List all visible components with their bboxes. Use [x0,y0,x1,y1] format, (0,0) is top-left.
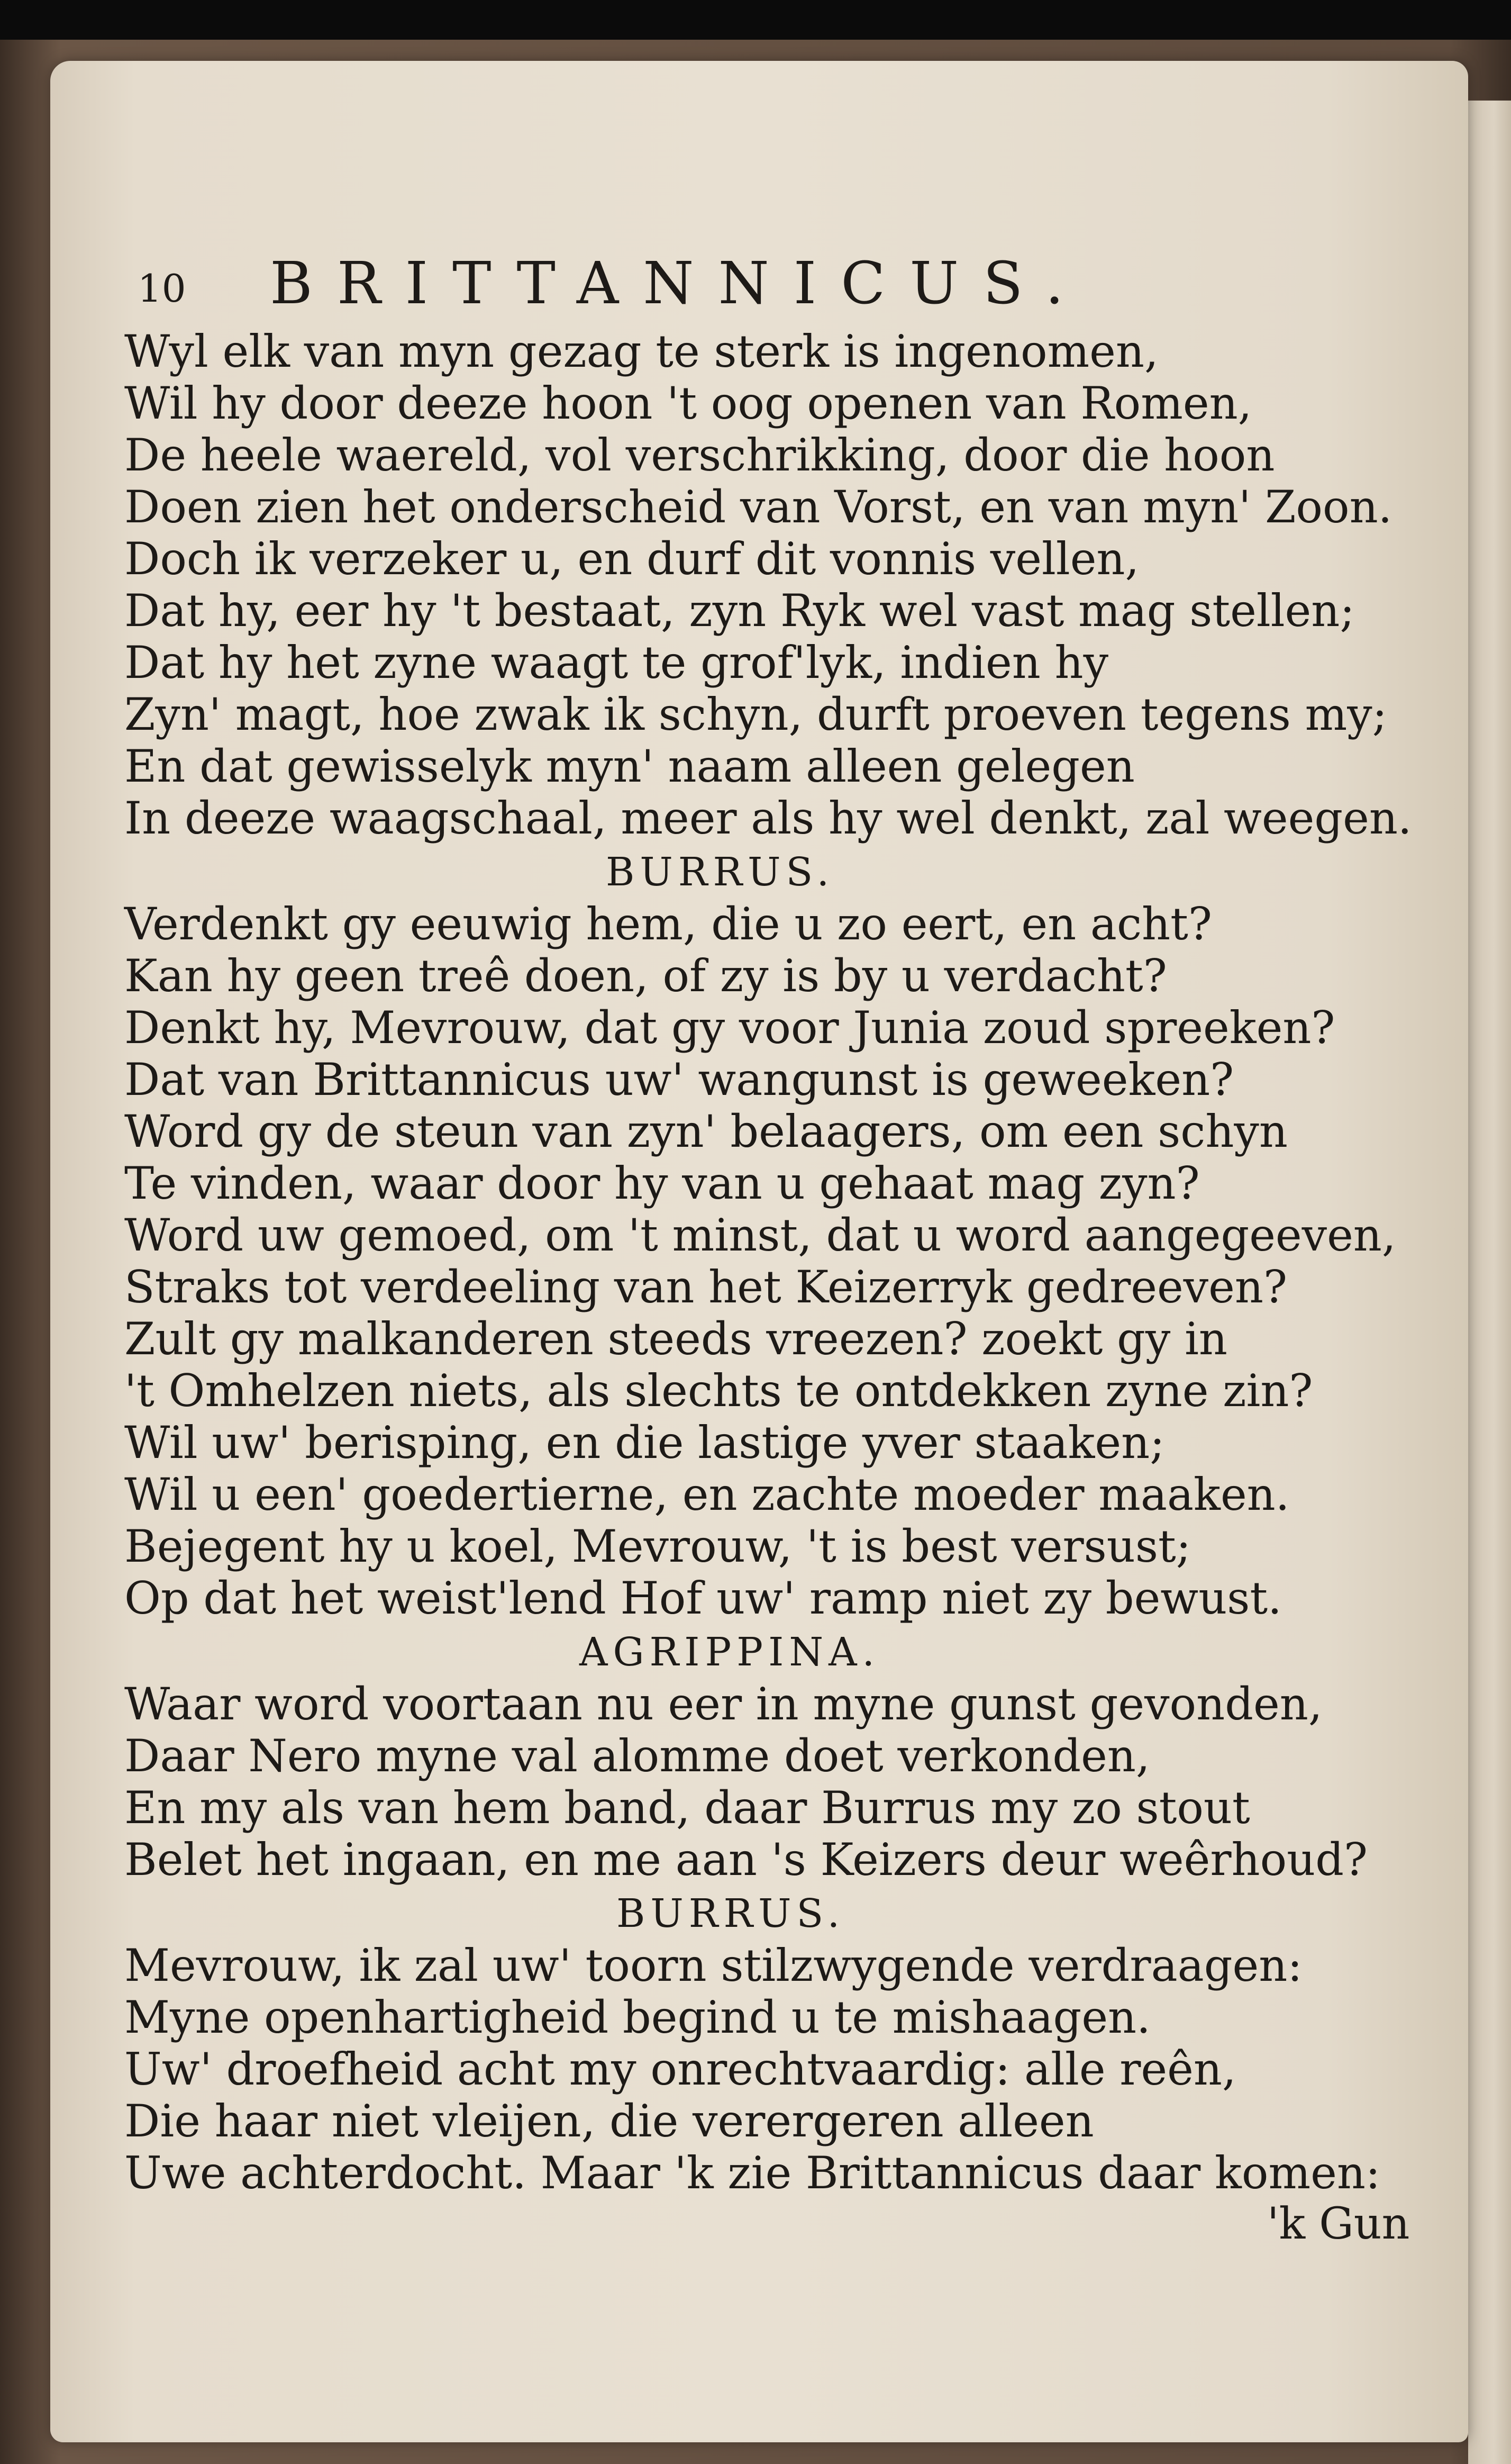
verse-line: En my als van hem band, daar Burrus my zo stout [124,1782,1250,1834]
verse-line: Op dat het weist'lend Hof uw' ramp niet zy bewust. [124,1572,1282,1624]
verse-line: Doch ik verzeker u, en durf dit vonnis vellen, [124,533,1140,585]
speaker-name: BURRUS. [606,849,835,895]
top-dark-band [0,0,1511,40]
verse-line: In deeze waagschaal, meer als hy wel denkt, zal weegen. [124,792,1412,844]
verse-line: Uwe achterdocht. Maar 'k zie Brittannicus daar komen: [124,2147,1381,2199]
verse-line: Wyl elk van myn gezag te sterk is ingenomen, [124,325,1159,377]
verse-line: Word uw gemoed, om 't minst, dat u word aangegeeven, [124,1209,1396,1261]
verse-line: Wil u een' goedertierne, en zachte moeder maaken. [124,1469,1290,1520]
verse-line: Te vinden, waar door hy van u gehaat mag zyn? [124,1157,1200,1209]
verse-line: Dat van Brittannicus uw' wangunst is geweeken? [124,1054,1234,1106]
speaker-name: BURRUS. [616,1891,845,1936]
verse-line: Wil hy door deeze hoon 't oog openen van Romen, [124,377,1252,429]
verse-line: De heele waereld, vol verschrikking, door die hoon [124,429,1275,481]
verse-line: 't Omhelzen niets, als slechts te ontdekken zyne zin? [124,1365,1313,1417]
verse-line: Denkt hy, Mevrouw, dat gy voor Junia zoud spreeken? [124,1002,1335,1054]
speaker-name: AGRIPPINA. [579,1629,880,1675]
verse-line: En dat gewisselyk myn' naam alleen gelegen [124,740,1135,792]
verse-line: Kan hy geen treê doen, of zy is by u verdacht? [124,950,1167,1002]
verse-line: Dat hy, eer hy 't bestaat, zyn Ryk wel vast mag stellen; [124,585,1355,637]
page-number: 10 [138,266,186,311]
verse-line: Dat hy het zyne waagt te grof'lyk, indien hy [124,637,1109,689]
verse-line: Zult gy malkanderen steeds vreezen? zoekt gy in [124,1313,1228,1365]
verse-line: Belet het ingaan, en me aan 's Keizers deur weêrhoud? [124,1834,1368,1886]
verse-line: Zyn' magt, hoe zwak ik schyn, durft proeven tegens my; [124,689,1387,740]
verse-line: Verdenkt gy eeuwig hem, die u zo eert, en acht? [124,898,1212,950]
verse-line: Uw' droefheid acht my onrechtvaardig: alle reên, [124,2043,1236,2095]
verse-line: Myne openhartigheid begind u te mishaagen. [124,1991,1151,2043]
page-header [138,251,1249,320]
book-page [50,61,1468,2442]
catchword: 'k Gun [1267,2199,1410,2249]
verse-line: Straks tot verdeeling van het Keizerryk gedreeven? [124,1261,1287,1313]
verse-line: Die haar niet vleijen, die verergeren alleen [124,2095,1094,2147]
verse-line: Daar Nero myne val alomme doet verkonden, [124,1730,1150,1782]
verse-line: Bejegent hy u koel, Mevrouw, 't is best versust; [124,1520,1191,1572]
running-title: BRITTANNICUS. [270,249,1088,317]
facing-page-edge [1468,101,1511,2464]
verse-line: Mevrouw, ik zal uw' toorn stilzwygende verdraagen: [124,1940,1303,1991]
verse-line: Word gy de steun van zyn' belaagers, om een schyn [124,1106,1288,1157]
verse-line: Wil uw' berisping, en die lastige yver staaken; [124,1417,1165,1469]
verse-line: Waar word voortaan nu eer in myne gunst gevonden, [124,1678,1323,1730]
verse-line: Doen zien het onderscheid van Vorst, en van myn' Zoon. [124,481,1392,533]
